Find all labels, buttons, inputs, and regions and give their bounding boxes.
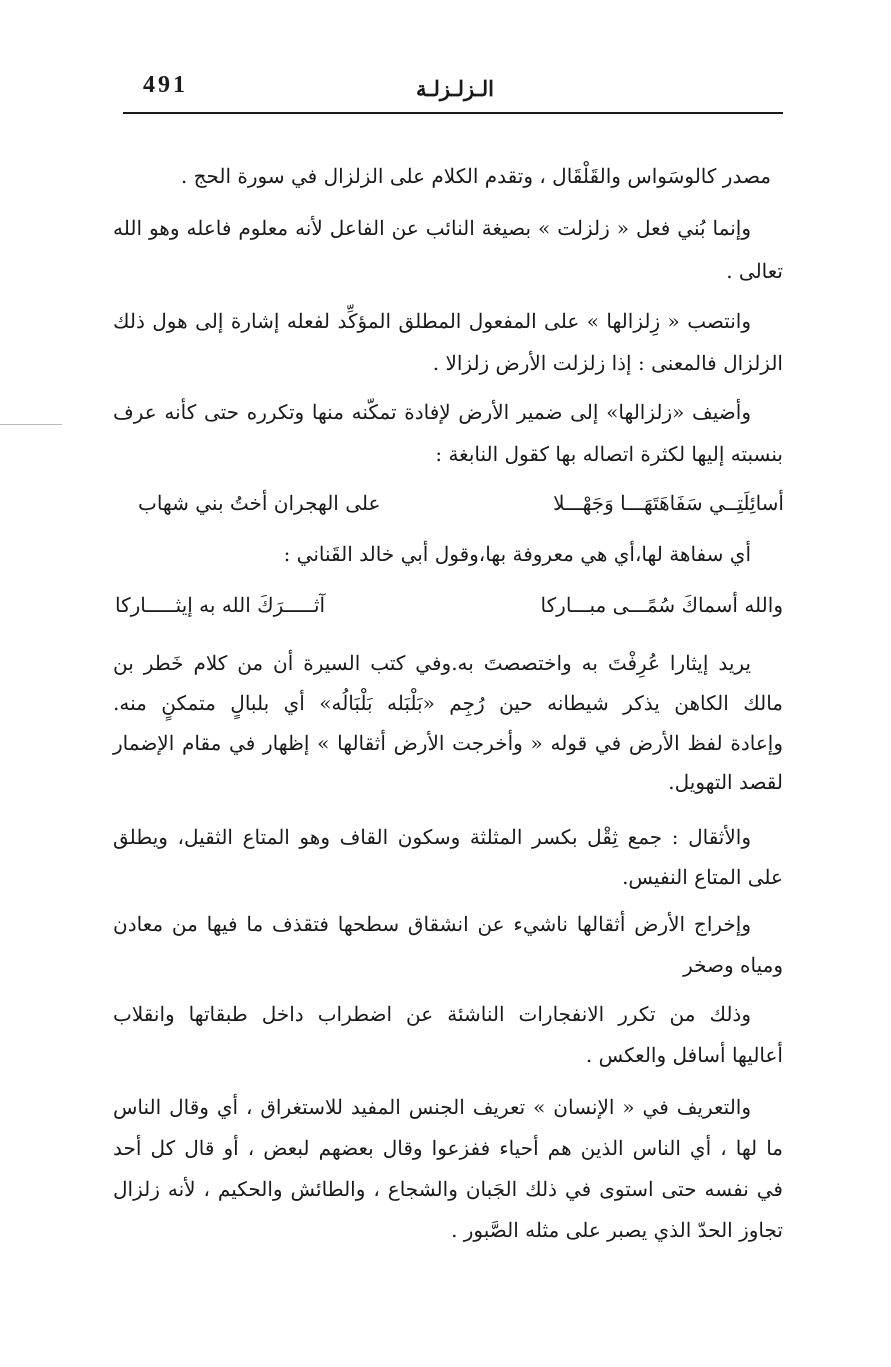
text-line: ما لها ، أي الناس الذين هم أحياء ففزعوا وقال بعضهم لبعض ، أو قال كل أحد [113,1136,783,1160]
text-line: لقصد التهويل. [668,770,783,794]
text-line: وإنما بُني فعل « زلزلت » بصيغة النائب عن الفاعل لأنه معلوم فاعله وهو الله [113,216,751,240]
text-line: والتعريف في « الإنسان » تعريف الجنس المفيد للاستغراق ، أي وقال الناس [113,1095,751,1119]
text-line: وأضيف «زلزالها» إلى ضمير الأرض لإفادة تمكّنه منها وتكرره حتى كأنه عرف [113,400,751,424]
text-line: على المتاع النفيس. [622,865,783,889]
text-line: تعالى . [726,259,783,283]
text-line: وذلك من تكرر الانفجارات الناشئة عن اضطراب داخل طبقاتها وانقلاب [113,1002,751,1026]
text-line: وإعادة لفظ الأرض في قوله « وأخرجت الأرض أثقالها » إظهار في مقام الإضمار [113,731,783,755]
verse-second-hemistich: على الهجران أختُ بني شهاب [138,491,381,515]
running-title: الـزلـزلـة [416,76,494,101]
text-line: ومياه وصخر [683,953,783,977]
verse-second-hemistich: آثـــــرَكَ الله به إيثـــــاركا [115,593,326,617]
text-line: بنسبته إليها لكثرة اتصاله بها كقول النابغة : [435,442,783,466]
margin-mark [0,424,62,425]
verse-first-hemistich: أسائِلَتِــي سَفَاهَتَهَـــا وَجَهْـــلا [553,491,784,515]
text-line: في نفسه حتى استوى في ذلك الجَبان والشجاع ، والطائش والحكيم ، لأنه زلزال [113,1177,783,1201]
text-line: وانتصب « زِلزالها » على المفعول المطلق المؤكِّد لفعله إشارة إلى هول ذلك [113,309,751,333]
verse-first-hemistich: والله أسماكَ سُمًـــى مبـــاركا [540,593,783,617]
text-line: مصدر كالوسَواس والقَلْقَال ، وتقدم الكلام على الزلزال في سورة الحج . [180,164,771,188]
text-line: تجاوز الحدّ الذي يصبر على مثله الصَّبور . [451,1218,783,1242]
text-line: أي سفاهة لها،أي هي معروفة بها،وقول أبي خالد القَناني : [283,542,751,566]
text-line: مالك الكاهن يذكر شيطانه حين رُجِم «بَلْبَله بَلْبَالُه» أي بلبالٍ متمكنٍ منه. [113,691,783,715]
text-line: يريد إيثارا عُرِفْتَ به واختصصتَ به.وفي كتب السيرة أن من كلام خَطر بن [113,651,751,675]
page-number: 491 [143,72,188,98]
text-line: وإخراج الأرض أثقالها ناشيء عن انشقاق سطحها فتقذف ما فيها من معادن [113,912,751,936]
text-line: الزلزال فالمعنى : إذا زلزلت الأرض زلزالا . [432,351,783,375]
text-line: أعاليها أسافل والعكس . [585,1043,783,1067]
text-line: والأثقال : جمع ثِقْل بكسر المثلثة وسكون القاف وهو المتاع الثقيل، ويطلق [113,825,751,849]
header-rule [123,112,783,114]
